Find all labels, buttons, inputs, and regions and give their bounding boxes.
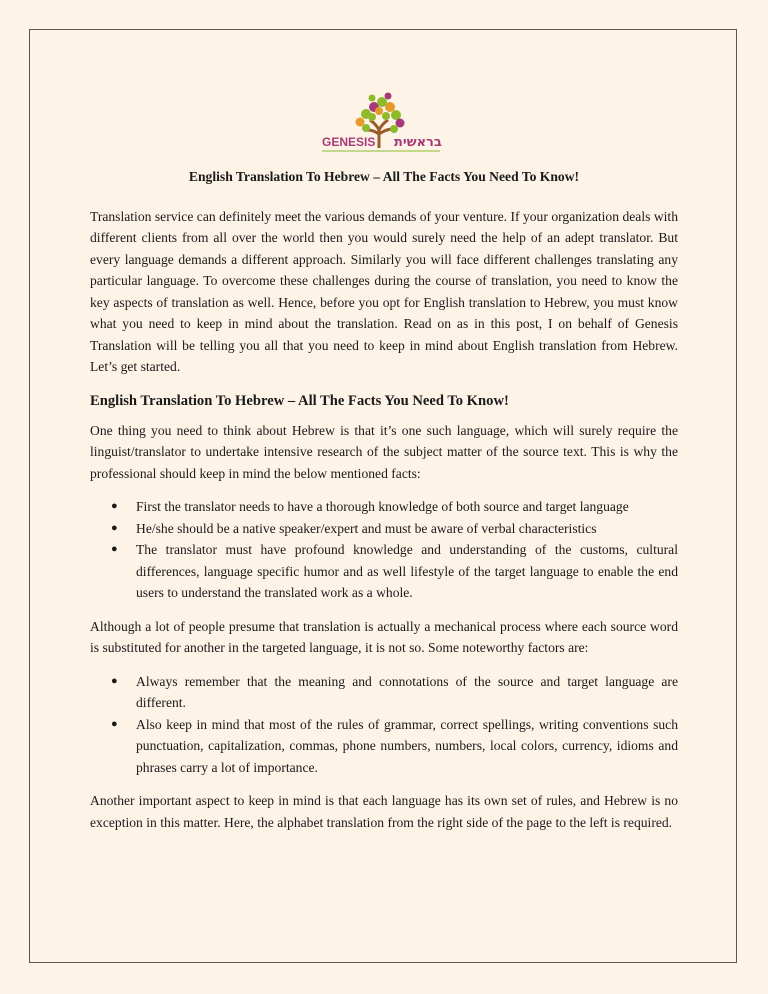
brand-hebrew-text: בראשית [394, 135, 442, 150]
paragraph-4: Another important aspect to keep in mind is that each language has its own set of rules, and Hebrew is no exception in this matter. Here, the alphabet translation from the right side of the page to the left is required. [90, 793, 678, 830]
list-item: ● The translator must have profound knowledge and understanding of the customs, cultural differences, language specific humor and as well lifestyle of the target language to enable the end users to understand the translated work as a whole. [111, 542, 678, 600]
tree-logo-icon [316, 90, 446, 158]
paragraph-2: One thing you need to think about Hebrew is that it’s one such language, which will surely require the linguist/translator to undertake intensive research of the subject matter of the source text. This is why the professional should keep in mind the below mentioned facts: [90, 422, 678, 481]
list-item: ● Also keep in mind that most of the rules of grammar, correct spellings, writing conventions such punctuation, capitalization, commas, phone numbers, numbers, local colors, currency, idioms and phrases carry a lot of importance. [111, 716, 678, 775]
brand-latin-text: GENESIS [322, 135, 376, 149]
list-item: ● He/she should be a native speaker/expert and must be aware of verbal characteristics [111, 520, 597, 536]
list-item: ● Always remember that the meaning and connotations of the source and target language are different. [111, 673, 678, 710]
document-body [90, 166, 678, 845]
genesis-logo [316, 90, 446, 158]
list-item: ● First the translator needs to have a thorough knowledge of both source and target language [111, 499, 629, 514]
intro-paragraph: Translation service can definitely meet the various demands of your venture. If your organization deals with different clients from all over the world then you would surely need the help of an adept translator. But every language demands a different approach. Similarly you will face different challenges translating any particular language. To overcome these challenges during the course of translation, you need to know the key aspects of translation as well. Hence, before you opt for English translation to Hebrew, you must know what you need to keep in mind about the translation. Read on as in this post, I on behalf of Genesis Translation will be telling you all that you need to keep in mind about English translation from Hebrew. Let’s get started. [90, 208, 678, 374]
document-title: English Translation To Hebrew – All The Facts You Need To Know! [188, 169, 580, 184]
paragraph-3: Although a lot of people presume that translation is actually a mechanical process where each source word is substituted for another in the targeted language, it is not so. Some noteworthy factors are: [90, 618, 678, 655]
section-heading: English Translation To Hebrew – All The Facts You Need To Know! [90, 392, 509, 409]
facts-list [90, 496, 678, 604]
factors-list [90, 671, 678, 779]
